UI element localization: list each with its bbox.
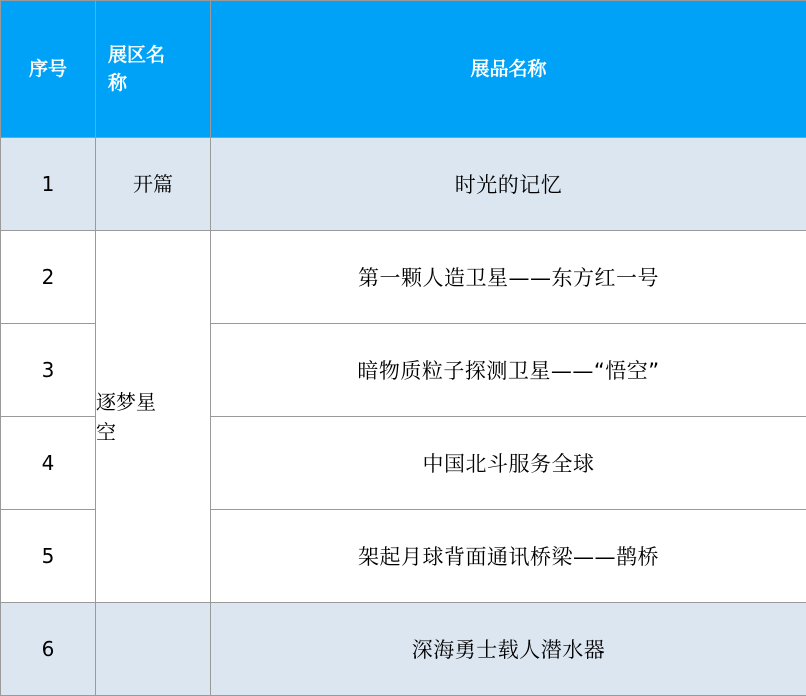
cell-zone-merged: [96, 231, 211, 603]
cell-no: 5: [1, 510, 96, 603]
table-row: [1, 138, 806, 231]
table-row: [1, 603, 806, 696]
header-row: [1, 1, 806, 138]
column-header-zone-line2: 称: [108, 72, 127, 94]
column-header-name: 展品名称: [211, 1, 806, 138]
cell-zone: 开篇: [96, 138, 211, 231]
column-header-zone-line1: 展区名: [108, 44, 165, 66]
cell-name: 第一颗人造卫星——东方红一号: [211, 231, 806, 324]
cell-no: 2: [1, 231, 96, 324]
table-row: [1, 231, 806, 324]
table-body: [1, 138, 806, 696]
cell-zone-line1: 逐梦星: [96, 390, 156, 414]
cell-no: 4: [1, 417, 96, 510]
cell-name: 中国北斗服务全球: [211, 417, 806, 510]
cell-zone: [96, 603, 211, 696]
table-header: [1, 1, 806, 138]
cell-name: 架起月球背面通讯桥梁——鹊桥: [211, 510, 806, 603]
cell-no: 1: [1, 138, 96, 231]
cell-no: 3: [1, 324, 96, 417]
cell-name: 暗物质粒子探测卫星——“悟空”: [211, 324, 806, 417]
column-header-no: 序号: [1, 1, 96, 138]
cell-name: 时光的记忆: [211, 138, 806, 231]
column-header-zone: [96, 1, 211, 138]
cell-zone-line2: 空: [96, 420, 116, 444]
cell-name: 深海勇士载人潜水器: [211, 603, 806, 696]
cell-no: 6: [1, 603, 96, 696]
